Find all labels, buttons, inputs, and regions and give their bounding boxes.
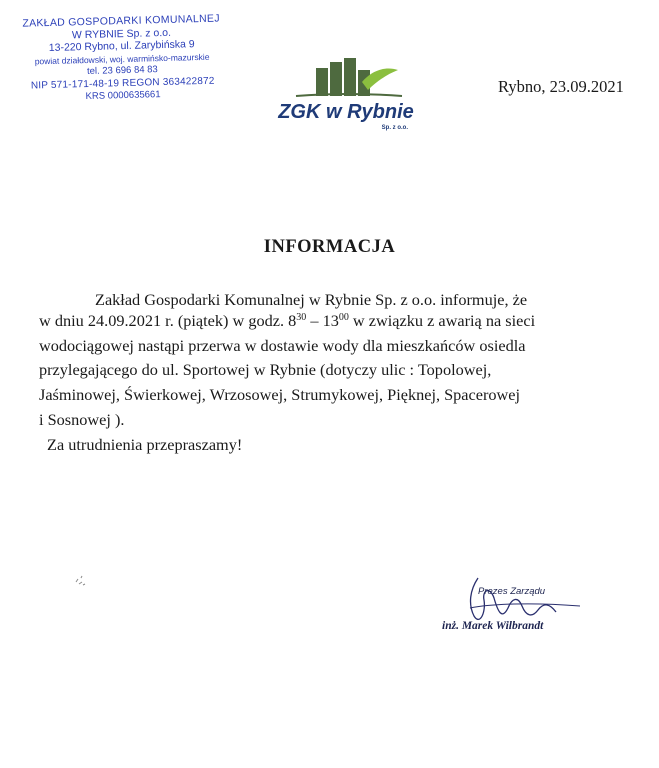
body-line: i Sosnowej ). bbox=[39, 410, 125, 429]
stamp-line: NIP 571-171-48-19 REGON 363422872 bbox=[30, 75, 215, 91]
stamp-line: tel. 23 696 84 83 bbox=[86, 64, 158, 78]
body-line: Jaśminowej, Świerkowej, Wrzosowej, Strumykowej, Pięknej, Spacerowej bbox=[39, 385, 521, 404]
logo-bar bbox=[316, 68, 328, 96]
body-line: wodociągowej nastąpi przerwa w dostawie wody dla mieszkańców osiedla bbox=[39, 336, 526, 355]
body-line: przylegającego do ul. Sportowej w Rybnie (dotyczy ulic : Topolowej, bbox=[39, 360, 492, 379]
logo-subtext: Sp. z o.o. bbox=[381, 125, 408, 131]
company-logo bbox=[268, 56, 428, 132]
body-line bbox=[39, 311, 535, 331]
logo-bar bbox=[344, 58, 356, 96]
body-text: w dniu 24.09.2021 r. (piątek) w godz. 8 bbox=[39, 311, 297, 330]
body-text: w związku z awarią na sieci bbox=[348, 311, 536, 330]
time-start-minutes: 30 bbox=[296, 312, 307, 323]
stamp-line: W RYBNIE Sp. z o.o. bbox=[71, 26, 172, 41]
stamp-line: 13-220 Rybno, ul. Zarybińska 9 bbox=[48, 38, 195, 54]
company-stamp bbox=[10, 12, 234, 105]
document-title: INFORMACJA bbox=[263, 237, 396, 257]
signature-scribble bbox=[440, 568, 610, 648]
time-end-minutes: 00 bbox=[338, 312, 349, 323]
scan-speck bbox=[74, 572, 88, 588]
stamp-line: powiat działdowski, woj. warmińsko-mazurskie bbox=[34, 51, 210, 66]
body-line: Zakład Gospodarki Komunalnej w Rybnie Sp. z o.o. informuje, że bbox=[95, 290, 528, 309]
logo-graphic bbox=[268, 56, 428, 132]
document-date: Rybno, 23.09.2021 bbox=[498, 77, 624, 96]
signature-name: inż. Marek Wilbrandt bbox=[442, 620, 544, 632]
logo-bar bbox=[330, 62, 342, 96]
stamp-line: ZAKŁAD GOSPODARKI KOMUNALNEJ bbox=[22, 12, 220, 30]
logo-text: ZGK w Rybnie bbox=[278, 101, 414, 123]
closing-line: Za utrudnienia przepraszamy! bbox=[47, 435, 243, 454]
signature-block bbox=[440, 568, 610, 648]
signature-role: Prezes Zarządu bbox=[478, 586, 546, 597]
stamp-line: KRS 0000635661 bbox=[85, 89, 161, 103]
body-text: – 13 bbox=[306, 311, 339, 330]
